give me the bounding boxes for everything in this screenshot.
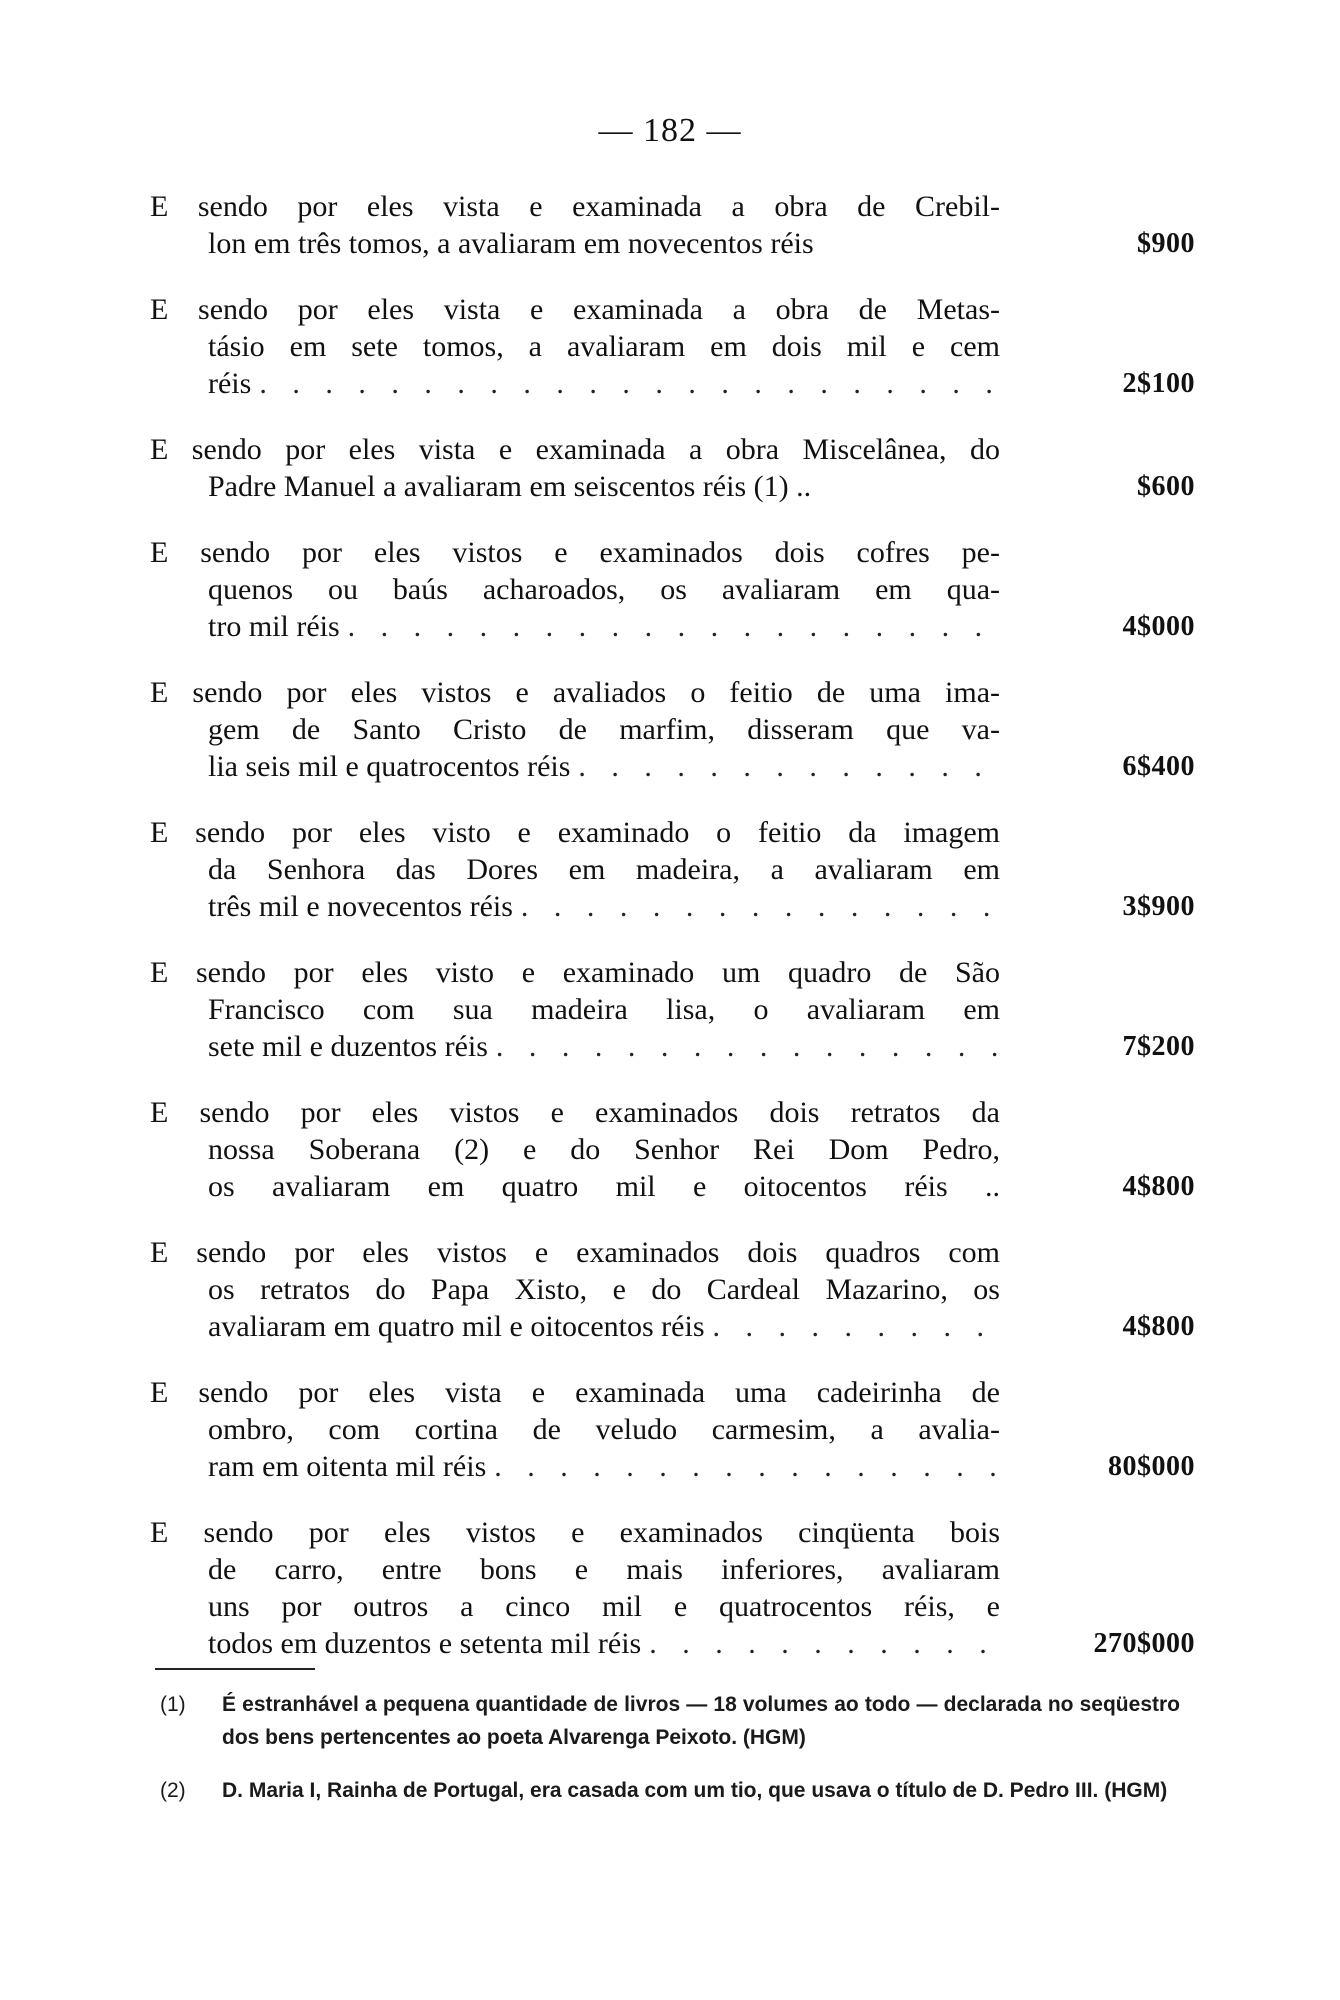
inventory-entry [150, 1514, 1195, 1662]
entry-line: Padre Manuel a avaliaram em seiscentos réis (1) .. [208, 470, 812, 503]
entry-line-text: avaliaram em quatro mil e oitocentos réis [208, 1310, 705, 1343]
inventory-entry [150, 674, 1195, 785]
entry-line-text: tro mil réis [208, 610, 340, 643]
footnote-mark: (2) [160, 1779, 186, 1802]
entry-line-text: réis [208, 367, 252, 400]
dot-leader [641, 1625, 1000, 1662]
entry-line [150, 1625, 1000, 1662]
inventory-entry [150, 814, 1195, 925]
entry-amount: 7$200 [1122, 1031, 1195, 1062]
entry-line [150, 365, 1000, 402]
entry-line-text: todos em duzentos e setenta mil réis [208, 1627, 642, 1660]
entry-line: de carro, entre bons e mais inferiores, avaliaram [208, 1553, 1000, 1586]
entry-line: E sendo por eles visto e examinado um quadro de São [150, 956, 1000, 989]
entry-line [150, 748, 1000, 785]
entry-amount: 4$000 [1122, 611, 1195, 642]
entry-line [150, 608, 1000, 645]
entry-line [150, 888, 1000, 925]
entry-amount: 4$800 [1122, 1311, 1195, 1342]
entry-line-text: ram em oitenta mil réis [208, 1450, 487, 1483]
entry-line [150, 1308, 1000, 1345]
entry-line: tásio em sete tomos, a avaliaram em dois mil e cem [208, 330, 1000, 363]
entry-line: E sendo por eles vistos e examinados dois retratos da [150, 1096, 1000, 1129]
dot-leader [486, 1448, 1000, 1485]
dot-leader [705, 1308, 1001, 1345]
dot-leader [488, 1028, 1000, 1065]
inventory-entry [150, 431, 1195, 505]
entry-line: E sendo por eles vista e examinada a obra de Crebil- [150, 190, 1000, 223]
dot-leader [251, 365, 1000, 402]
entry-line: gem de Santo Cristo de marfim, disseram que va- [208, 713, 1000, 746]
entry-amount: 6$400 [1122, 751, 1195, 782]
entry-line [150, 1448, 1000, 1485]
footnotes [160, 1688, 1180, 1827]
entry-line-text: lia seis mil e quatrocentos réis [208, 750, 571, 783]
inventory-entry [150, 1374, 1195, 1485]
entry-line: E sendo por eles vista e examinada a obra Miscelânea, do [150, 433, 1000, 466]
entry-line [150, 1028, 1000, 1065]
entry-line: lon em três tomos, a avaliaram em novecentos réis [208, 227, 814, 260]
entry-amount: $900 [1137, 228, 1195, 259]
entry-amount: 2$100 [1122, 368, 1195, 399]
entry-line: E sendo por eles vista e examinada a obra de Metas- [150, 293, 1000, 326]
dot-leader [513, 888, 1000, 925]
entry-line-text: sete mil e duzentos réis [208, 1030, 488, 1063]
entry-line-text: três mil e novecentos réis [208, 890, 513, 923]
inventory-entry [150, 188, 1195, 262]
entry-line: quenos ou baús acharoados, os avaliaram em qua- [208, 573, 1000, 606]
inventory-entries [150, 188, 1195, 1691]
entry-line: E sendo por eles vistos e avaliados o feitio de uma ima- [150, 676, 1000, 709]
inventory-entry [150, 954, 1195, 1065]
footnote-text: É estranhável a pequena quantidade de livros — 18 volumes ao todo — declarada no seqüestro dos bens pertencentes ao poeta Alvarenga Peixoto. (HGM) [222, 1693, 1180, 1749]
inventory-entry [150, 1234, 1195, 1345]
entry-line: da Senhora das Dores em madeira, a avaliaram em [208, 853, 1000, 886]
footnote-mark: (1) [160, 1693, 186, 1716]
entry-line: ombro, com cortina de veludo carmesim, a avalia- [208, 1413, 1000, 1446]
entry-line: uns por outros a cinco mil e quatrocentos réis, e [208, 1590, 1000, 1623]
entry-amount: $600 [1137, 471, 1195, 502]
entry-line: os retratos do Papa Xisto, e do Cardeal Mazarino, os [208, 1273, 1000, 1306]
entry-line: E sendo por eles vista e examinada uma cadeirinha de [150, 1376, 1000, 1409]
entry-line: os avaliaram em quatro mil e oitocentos réis .. [208, 1170, 1000, 1203]
inventory-entry [150, 291, 1195, 402]
entry-amount: 4$800 [1122, 1171, 1195, 1202]
entry-amount: 270$000 [1093, 1628, 1195, 1659]
entry-line: E sendo por eles vistos e examinados dois cofres pe- [150, 536, 1000, 569]
page-number: — 182 — [598, 112, 742, 149]
inventory-entry [150, 1094, 1195, 1205]
entry-line: E sendo por eles vistos e examinados dois quadros com [150, 1236, 1000, 1269]
footnote-text: D. Maria I, Rainha de Portugal, era casada com um tio, que usava o título de D. Pedro III. (HGM) [222, 1779, 1168, 1802]
footnote-separator [155, 1668, 315, 1670]
entry-amount: 80$000 [1108, 1451, 1195, 1482]
entry-line: E sendo por eles vistos e examinados cinqüenta bois [150, 1516, 1000, 1549]
entry-line: nossa Soberana (2) e do Senhor Rei Dom Pedro, [208, 1133, 1000, 1166]
dot-leader [340, 608, 1000, 645]
dot-leader [570, 748, 1000, 785]
footnote [160, 1688, 1180, 1754]
entry-amount: 3$900 [1122, 891, 1195, 922]
entry-line: E sendo por eles visto e examinado o feitio da imagem [150, 816, 1000, 849]
entry-line: Francisco com sua madeira lisa, o avaliaram em [208, 993, 1000, 1026]
inventory-entry [150, 534, 1195, 645]
footnote [160, 1774, 1180, 1807]
